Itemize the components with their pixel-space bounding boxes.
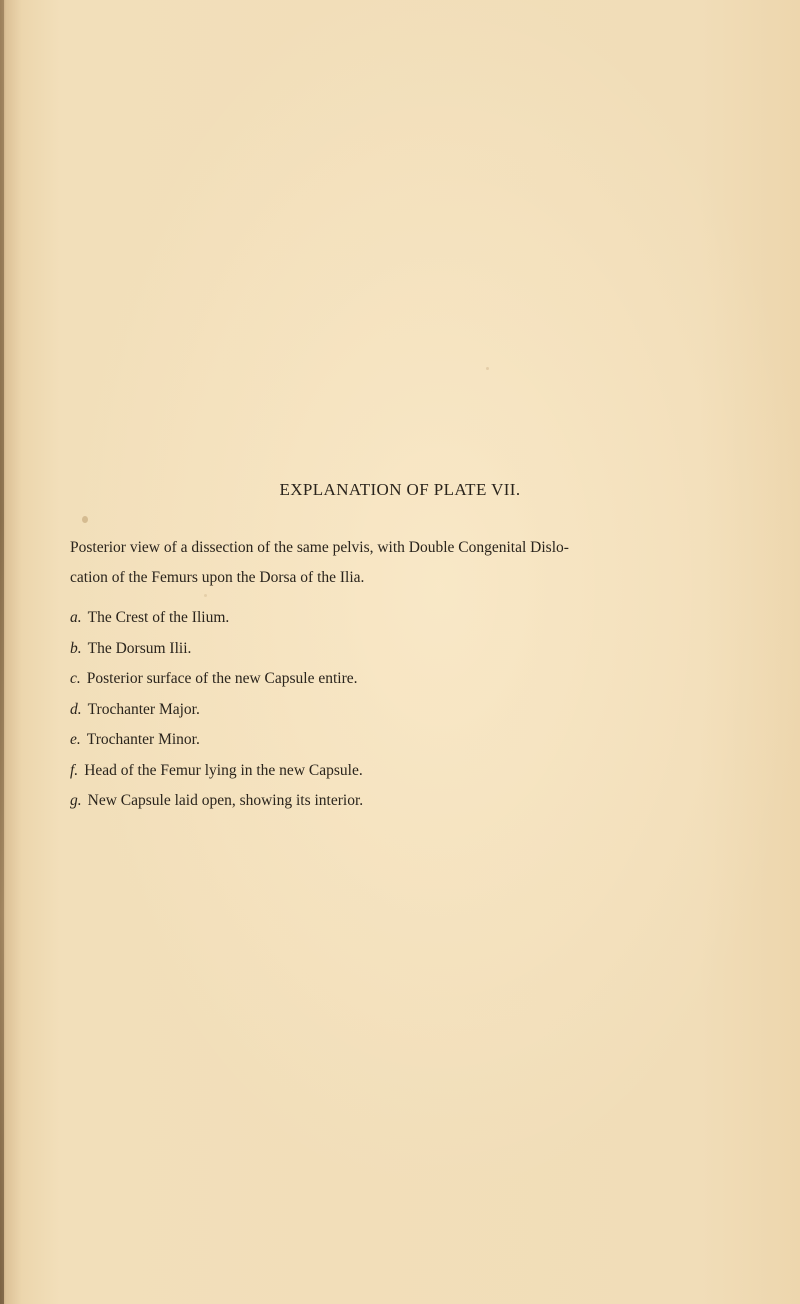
page-binding-edge <box>0 0 4 1304</box>
legend-text: Head of the Femur lying in the new Capsule. <box>84 761 363 779</box>
legend-letter: c. <box>70 670 81 687</box>
legend-item <box>70 634 363 665</box>
legend-text: The Crest of the Ilium. <box>87 609 230 626</box>
legend-text: Trochanter Major. <box>87 700 200 718</box>
foxing-spot <box>486 367 489 370</box>
legend-item <box>70 603 363 634</box>
legend-letter: a. <box>70 609 82 626</box>
foxing-spot <box>82 516 88 523</box>
legend-letter: d. <box>70 700 82 718</box>
legend-item <box>70 786 363 817</box>
legend-letter: f. <box>70 761 79 779</box>
legend-text: Trochanter Minor. <box>86 731 200 748</box>
legend-item <box>70 664 363 695</box>
legend-text: New Capsule laid open, showing its interior. <box>87 792 364 809</box>
foxing-spot <box>204 594 207 597</box>
legend-item <box>70 725 363 756</box>
legend-letter: g. <box>70 792 82 809</box>
plate-legend <box>70 603 363 817</box>
plate-heading: EXPLANATION OF PLATE VII. <box>279 480 521 499</box>
legend-letter: e. <box>70 731 81 748</box>
legend-text: The Dorsum Ilii. <box>87 639 192 657</box>
description-line: Posterior view of a dissection of the same pelvis, with Double Congenital Dislo- <box>70 539 569 556</box>
legend-item <box>70 756 363 787</box>
description-line: cation of the Femurs upon the Dorsa of the Ilia. <box>70 569 365 586</box>
legend-letter: b. <box>70 639 82 657</box>
legend-item <box>70 695 363 726</box>
legend-text: Posterior surface of the new Capsule entire. <box>86 670 358 687</box>
plate-description <box>70 533 792 593</box>
